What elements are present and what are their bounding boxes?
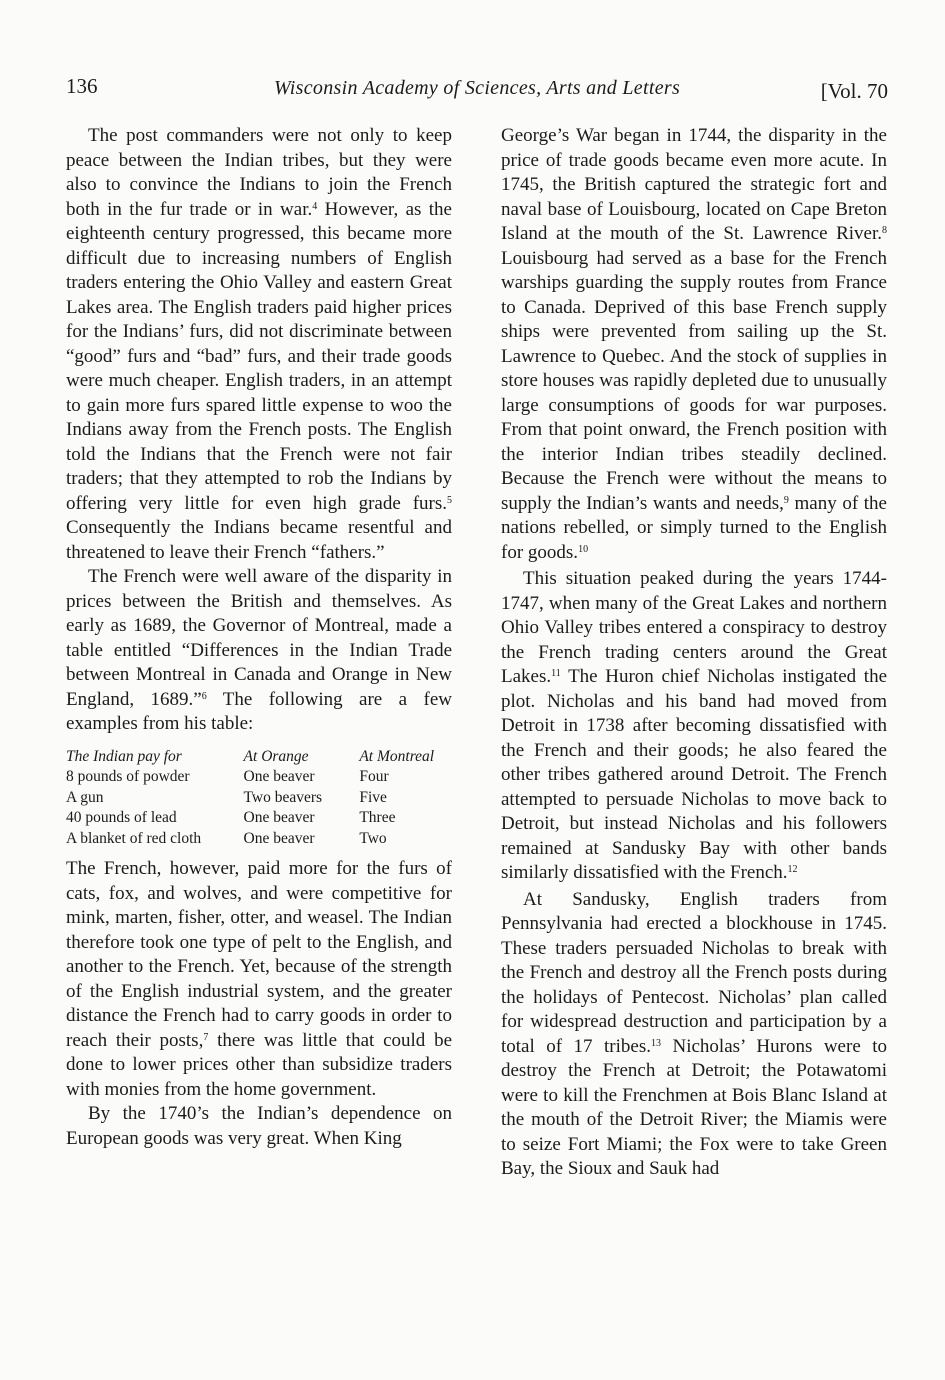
table-row: 40 pounds of lead One beaver Three <box>66 809 396 826</box>
table-row: A blanket of red cloth One beaver Two <box>66 829 387 847</box>
column-header: At Orange <box>243 747 309 765</box>
footnote-ref: 10 <box>578 543 589 555</box>
footnote-ref: 13 <box>651 1037 661 1049</box>
footnote-ref: 11 <box>551 668 561 679</box>
table-row: A gun Two beavers Five <box>66 788 387 806</box>
footnote-ref: 9 <box>783 494 789 506</box>
footnote-ref: 5 <box>447 494 452 506</box>
footnote-ref: 6 <box>201 690 207 702</box>
footnote-ref: 7 <box>203 1031 209 1043</box>
paragraph: The post commanders were not only to keep peace between the Indian tribes, but they were also to convince the Indians to join the French both in the fur trade or in war.$^4$ However, as the eighteenth century progressed, this became more difficult due to increasing numbers of English traders entering the Ohio Valley and eastern Great Lakes area. The English traders paid higher prices for the Indians’ furs, did not discriminate between “good” furs and “bad” furs, and their trade goods were much cheaper. English traders, in an attempt to gain more furs spared little expense to woo the Indians away from the French posts. The English told the Indians that the French were not fair traders; that they attempted to rob the Indians by offering very little for even high grade furs.$^5$ Consequently the Indians became resentful and threatened to leave their French “fathers.” <box>66 125 452 563</box>
footnote-ref: 12 <box>787 864 798 875</box>
journal-title: Wisconsin Academy of Sciences, Arts and Letters <box>273 77 681 99</box>
trade-price-table <box>66 747 452 850</box>
table-header-row <box>66 747 452 768</box>
paragraph: At Sandusky, English traders from Pennsylvania had erected a blockhouse in 1745. These traders persuaded Nicholas to break with the French and destroy all the French posts during the holidays of Pentecost. Nicholas’ plan called for widespread destruction and participation by a total of 17 tribes.$^{13}$ Nicholas’ Hurons were to destroy the French at Detroit; the Potawatomi were to kill the Frenchmen at Bois Blanc Island at the mouth of the Detroit River; the Miamis were to seize Fort Miami; the Fox were to take Green Bay, the Sioux and Sauk had <box>501 888 888 1179</box>
footnote-ref: 8 <box>882 225 887 236</box>
running-header <box>66 74 888 106</box>
paragraph: George’s War began in 1744, the disparity in the price of trade goods became even more acute. In 1745, the British captured the strategic fort and naval base of Louisbourg, located on Cape Breton Island at the mouth of the St. Lawrence River.$^8$ Louisbourg had served as a base for the French warships guarding the supply routes from France to Canada. Deprived of this base French supply ships were prevented from sailing up the St. Lawrence to Quebec. And the stock of supplies in store houses was rapidly depleted due to unusually large consumptions of goods for war purposes. From that point onward, the French position with the interior Indian tribes steadily declined. Because the French were without the means to supply the Indian’s wants and needs,$^9$ many of the nations rebelled, or simply turned to the English for goods.$^{10}$ <box>501 125 887 563</box>
page-number: 136 <box>66 74 98 98</box>
table-row: 8 pounds of powder One beaver Four <box>66 768 389 785</box>
column-header: At Montreal <box>359 747 435 765</box>
volume-label: [Vol. 70 <box>820 79 888 103</box>
left-column <box>66 124 452 1151</box>
column-header: The Indian pay for <box>66 747 182 765</box>
paragraph: By the 1740’s the Indian’s dependence on European goods was very great. When King <box>66 1103 452 1149</box>
footnote-ref: 4 <box>312 200 318 212</box>
paragraph: This situation peaked during the years 1744-1747, when many of the Great Lakes and northern Ohio Valley tribes entered a conspiracy to destroy the French trading centers around the Great Lakes.$^{11}$ The Huron chief Nicholas instigated the plot. Nicholas and his band had moved from Detroit in 1738 after becoming dissatisfied with the French and their goods; he also feared the other tribes gathered around Detroit. The French attempted to persuade Nicholas to move back to Detroit, but instead Nicholas and his followers remained at Sandusky Bay with other bands similarly dissatisfied with the French.$^{12}$ <box>501 568 887 883</box>
paragraph: The French, however, paid more for the furs of cats, fox, and wolves, and were competitive for mink, marten, fisher, otter, and weasel. The Indian therefore took one type of pelt to the English, and another to the French. Yet, because of the strength of the English industrial system, and the greater distance the French had to carry goods in order to reach their posts,$^7$ there was little that could be done to lower prices other than subsidize traders with monies from the home government. <box>66 858 452 1100</box>
paragraph: The French were well aware of the disparity in prices between the British and themselves. As early as 1689, the Governor of Montreal, made a table entitled “Differences in the Indian Trade between Montreal in Canada and Orange in New England, 1689.”$^6$ The following are a few examples from his table: <box>66 566 452 734</box>
right-column <box>501 124 887 1182</box>
